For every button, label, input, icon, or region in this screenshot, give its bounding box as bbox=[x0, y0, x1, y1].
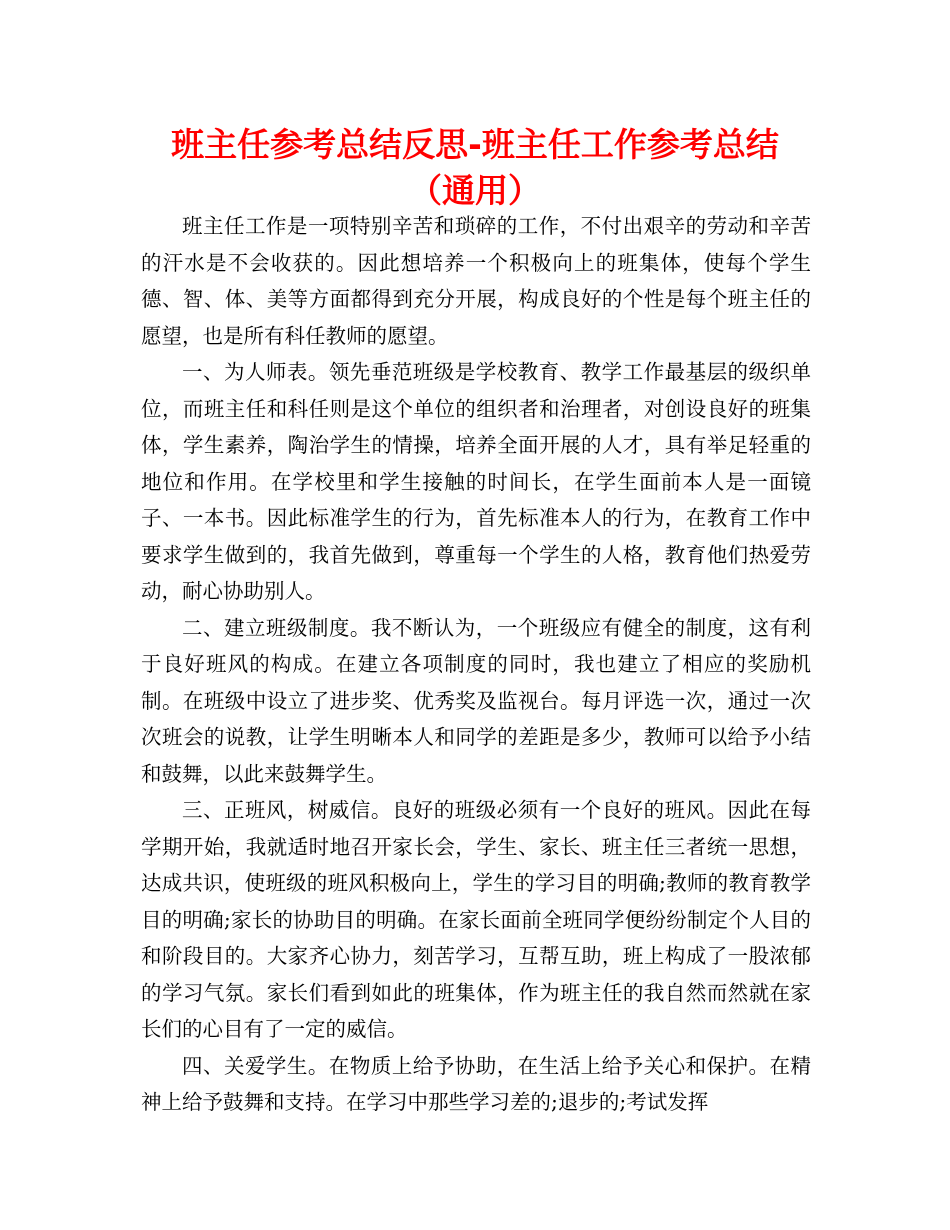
paragraph-intro: 班主任工作是一项特别辛苦和琐碎的工作，不付出艰辛的劳动和辛苦的汗水是不会收获的。因此想培养一个积极向上的班集体，使每个学生德、智、体、美等方面都得到充分开展，构成良好的个性是每个班主任的愿望，也是所有科任教师的愿望。 bbox=[141, 214, 811, 348]
document-body bbox=[141, 208, 811, 1121]
document-title: 班主任参考总结反思-班主任工作参考总结（通用） bbox=[171, 125, 779, 210]
paragraph-section-3: 三、正班风，树威信。良好的班级必须有一个良好的班风。因此在每学期开始，我就适时地召开家长会，学生、家长、班主任三者统一思想，达成共识，使班级的班风积极向上，学生的学习目的明确;教师的教育教学目的明确;家长的协助目的明确。在家长面前全班同学便纷纷制定个人目的和阶段目的。大家齐心协力，刻苦学习，互帮互助，班上构成了一股浓郁的学习气氛。家长们看到如此的班集体，作为班主任的我自然而然就在家长们的心目有了一定的威信。 bbox=[141, 798, 811, 1041]
paragraph-section-1: 一、为人师表。领先垂范班级是学校教育、教学工作最基层的级织单位，而班主任和科任则是这个单位的组织者和治理者，对创设良好的班集体，学生素养，陶治学生的情操，培养全面开展的人才，具有举足轻重的地位和作用。在学校里和学生接触的时间长，在学生面前本人是一面镜子、一本书。因此标准学生的行为，首先标准本人的行为，在教育工作中要求学生做到的，我首先做到，尊重每一个学生的人格，教育他们热爱劳动，耐心协助别人。 bbox=[141, 360, 811, 603]
paragraph-section-4: 四、关爱学生。在物质上给予协助，在生活上给予关心和保护。在精神上给予鼓舞和支持。在学习中那些学习差的;退步的;考试发挥 bbox=[141, 1053, 811, 1114]
paragraph-section-2: 二、建立班级制度。我不断认为，一个班级应有健全的制度，这有利于良好班风的构成。在建立各项制度的同时，我也建立了相应的奖励机制。在班级中设立了进步奖、优秀奖及监视台。每月评选一次，通过一次次班会的说教，让学生明晰本人和同学的差距是多少，教师可以给予小结和鼓舞，以此来鼓舞学生。 bbox=[141, 615, 811, 786]
